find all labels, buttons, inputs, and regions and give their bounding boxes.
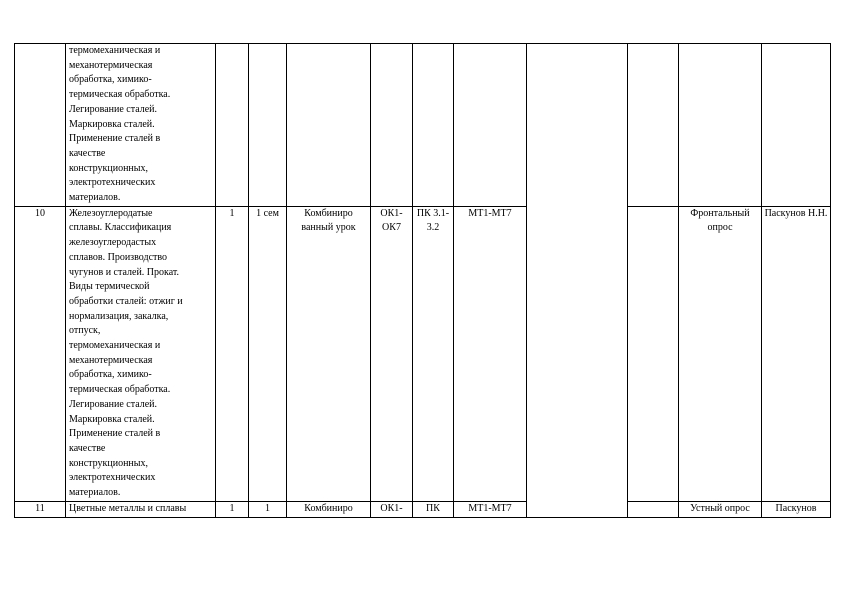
- topic-line: обработка, химико-: [69, 369, 152, 381]
- cell-topic: [66, 44, 216, 207]
- cell-empty: [628, 501, 679, 517]
- topic-line: обработки сталей: отжиг и: [69, 295, 183, 307]
- cell-control: [679, 44, 762, 207]
- cell-mt: [454, 44, 527, 207]
- cell-hours: 1: [216, 206, 249, 501]
- cell-empty: [628, 44, 679, 207]
- topic-line: конструкционных,: [69, 162, 148, 174]
- cell-pk: ПК: [413, 501, 454, 517]
- topic-line: механотермическая: [69, 354, 153, 366]
- topic-line: качестве: [69, 442, 106, 454]
- cell-teacher: Паскунов Н.Н.: [762, 206, 831, 501]
- cell-empty-merged: [527, 44, 628, 518]
- topic-line: Легирование сталей.: [69, 103, 158, 115]
- topic-line: Легирование сталей.: [69, 398, 158, 410]
- cell-lesson-type: Комбиниро: [287, 501, 371, 517]
- cell-lesson-type: Комбиниро ванный урок: [287, 206, 371, 501]
- topic-line: качестве: [69, 147, 106, 159]
- table-row: [15, 501, 831, 517]
- cell-lesson-number: 1: [249, 501, 287, 517]
- topic-line: сплавов. Производство: [69, 251, 168, 263]
- cell-lesson-number: [249, 44, 287, 207]
- topic-line: обработка, химико-: [69, 74, 152, 86]
- cell-topic: [66, 501, 216, 517]
- lesson-plan-table: [14, 43, 831, 518]
- topic-line: Маркировка сталей.: [69, 413, 155, 425]
- topic-line: конструкционных,: [69, 457, 148, 469]
- topic-line: сплавы. Классификация: [69, 222, 172, 234]
- topic-line: железоуглеродастых: [69, 237, 157, 249]
- topic-line: Применение сталей в: [69, 133, 161, 145]
- topic-line: Цветные металлы и сплавы: [69, 502, 187, 514]
- cell-mt: МТ1-МТ7: [454, 206, 527, 501]
- topic-line: материалов.: [69, 192, 121, 204]
- cell-pk: ПК 3.1- 3.2: [413, 206, 454, 501]
- topic-line: Виды термической: [69, 281, 150, 293]
- cell-teacher: Паскунов: [762, 501, 831, 517]
- topic-line: термомеханическая и: [69, 45, 161, 56]
- topic-line: механотермическая: [69, 59, 153, 71]
- cell-empty: [628, 206, 679, 501]
- table-row: [15, 206, 831, 501]
- topic-line: чугунов и сталей. Прокат.: [69, 266, 180, 278]
- table-row: [15, 44, 831, 207]
- topic-line: нормализация, закалка,: [69, 310, 169, 322]
- topic-line: Железоуглеродатые: [69, 207, 153, 219]
- cell-lesson-number: 1 сем: [249, 206, 287, 501]
- topic-line: Применение сталей в: [69, 428, 161, 440]
- topic-line: термическая обработка.: [69, 89, 171, 101]
- cell-topic: [66, 206, 216, 501]
- cell-number: 10: [15, 206, 66, 501]
- cell-ok: ОК1- ОК7: [371, 206, 413, 501]
- topic-line: отпуск,: [69, 325, 101, 337]
- topic-line: термомеханическая и: [69, 340, 161, 352]
- cell-control: Фронтальный опрос: [679, 206, 762, 501]
- cell-ok: ОК1-: [371, 501, 413, 517]
- cell-mt: МТ1-МТ7: [454, 501, 527, 517]
- topic-line: электротехнических: [69, 177, 156, 189]
- cell-teacher: [762, 44, 831, 207]
- topic-line: материалов.: [69, 487, 121, 499]
- topic-line: Маркировка сталей.: [69, 118, 155, 130]
- cell-number: 11: [15, 501, 66, 517]
- topic-line: термическая обработка.: [69, 384, 171, 396]
- cell-control: Устный опрос: [679, 501, 762, 517]
- cell-hours: 1: [216, 501, 249, 517]
- cell-lesson-type: [287, 44, 371, 207]
- cell-ok: [371, 44, 413, 207]
- topic-line: электротехнических: [69, 472, 156, 484]
- cell-pk: [413, 44, 454, 207]
- cell-number: [15, 44, 66, 207]
- cell-hours: [216, 44, 249, 207]
